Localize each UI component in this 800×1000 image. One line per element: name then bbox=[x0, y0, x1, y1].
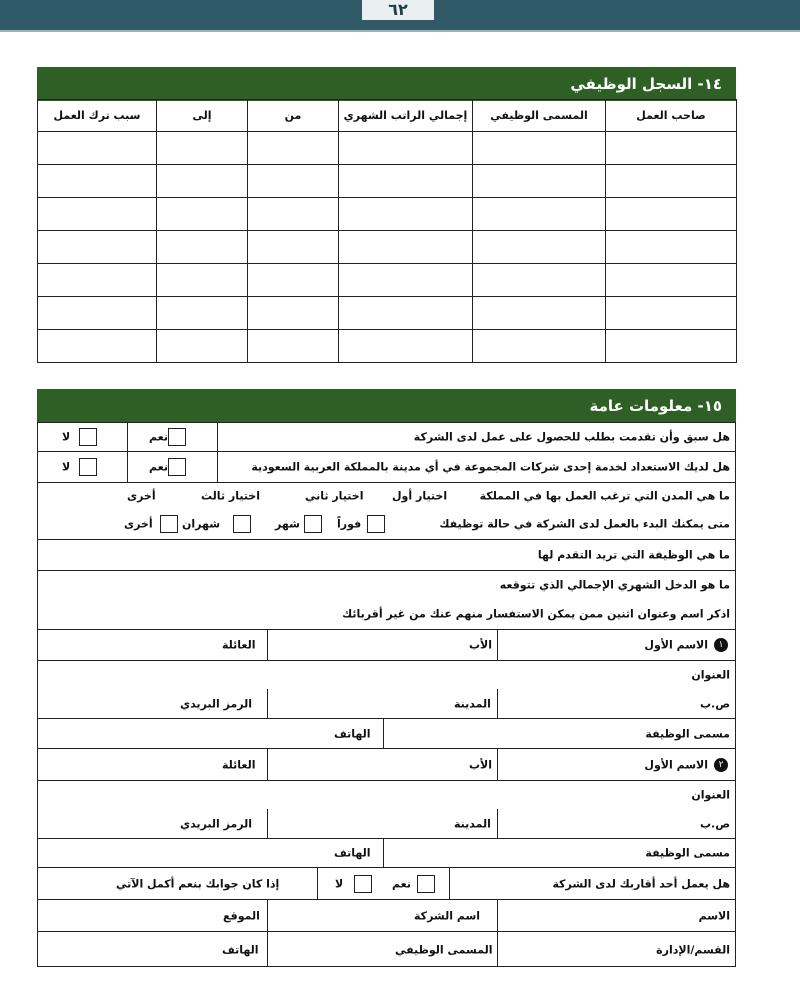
yes-label: نعم bbox=[149, 430, 168, 443]
no-label: لا bbox=[62, 460, 71, 474]
desired-job-row[interactable] bbox=[37, 540, 736, 571]
ref1-pobox-label: ص.ب bbox=[699, 697, 730, 710]
relative-company-label: اسم الشركة bbox=[414, 909, 481, 922]
ref2-city-label: المدينة bbox=[454, 817, 491, 830]
ref2-number-badge: ٢ bbox=[714, 758, 728, 772]
ref2-name-row bbox=[37, 749, 736, 781]
two-months-checkbox[interactable] bbox=[233, 515, 251, 533]
relative-dept-row bbox=[37, 932, 736, 967]
relatives-row bbox=[37, 868, 736, 900]
ref1-father-label: الأب bbox=[469, 638, 493, 652]
ref1-address-row[interactable] bbox=[37, 661, 736, 689]
ref2-phone-label: الهاتف bbox=[334, 846, 371, 860]
ref1-address-label: العنوان bbox=[691, 668, 730, 682]
table-row[interactable] bbox=[38, 297, 737, 330]
previous-application-question: هل سبق وأن تقدمت بطلب للحصول على عمل لدى الشركة bbox=[413, 430, 730, 443]
other-start-checkbox[interactable] bbox=[160, 515, 178, 533]
two-months-label: شهران bbox=[182, 517, 221, 531]
second-choice-label: اختيار ثاني bbox=[305, 489, 364, 503]
expected-income-question: ما هو الدخل الشهري الإجمالي الذي تتوقعه bbox=[499, 578, 730, 592]
immediately-checkbox[interactable] bbox=[367, 515, 385, 533]
no-label: لا bbox=[335, 877, 344, 890]
one-month-checkbox[interactable] bbox=[304, 515, 322, 533]
desired-job-question: ما هي الوظيفة التي تريد التقدم لها bbox=[537, 548, 730, 562]
first-choice-label: اختيار أول bbox=[392, 489, 448, 503]
ref2-postal-code-label: الرمز البريدي bbox=[180, 817, 253, 830]
ref1-job-row bbox=[37, 719, 736, 749]
relocation-no-checkbox[interactable] bbox=[79, 458, 97, 476]
yes-label: نعم bbox=[392, 877, 411, 890]
col-leaving-reason: سبب ترك العمل bbox=[38, 100, 157, 132]
previous-application-yes-checkbox[interactable] bbox=[168, 428, 186, 446]
start-date-row bbox=[37, 509, 736, 540]
ref2-address-label: العنوان bbox=[691, 788, 730, 802]
section-14-header: ١٤- السجل الوظيفي bbox=[37, 67, 736, 101]
ref1-job-title-label: مسمى الوظيفة bbox=[645, 727, 730, 740]
previous-application-no-checkbox[interactable] bbox=[79, 428, 97, 446]
relative-phone-label: الهاتف bbox=[222, 943, 259, 956]
col-to: إلى bbox=[157, 100, 248, 132]
ref1-postal-code-label: الرمز البريدي bbox=[180, 697, 253, 710]
ref1-name-row bbox=[37, 630, 736, 661]
relocation-row bbox=[37, 452, 736, 483]
references-intro-row bbox=[37, 599, 736, 630]
previous-application-row bbox=[37, 422, 736, 452]
page-number: ٦٢ bbox=[362, 0, 434, 20]
table-row[interactable] bbox=[38, 165, 737, 198]
section-15-header: ١٥- معلومات عامة bbox=[37, 389, 736, 423]
immediately-label: فوراً bbox=[337, 517, 362, 531]
relative-job-title-label: المسمى الوظيفي bbox=[395, 943, 493, 956]
if-yes-instruction: إذا كان جوابك بنعم أكمل الآتي bbox=[116, 877, 280, 890]
expected-income-row[interactable] bbox=[37, 571, 736, 599]
ref1-pobox-row bbox=[37, 689, 736, 719]
relatives-yes-checkbox[interactable] bbox=[417, 875, 435, 893]
yes-label: نعم bbox=[149, 460, 168, 474]
relatives-no-checkbox[interactable] bbox=[354, 875, 372, 893]
cities-question: ما هي المدن التي ترغب العمل بها في المملكة bbox=[479, 489, 730, 503]
table-header-row bbox=[38, 100, 737, 132]
ref1-family-label: العائلة bbox=[222, 638, 256, 652]
no-label: لا bbox=[62, 430, 71, 443]
ref2-pobox-label: ص.ب bbox=[699, 817, 730, 830]
ref1-phone-label: الهاتف bbox=[334, 727, 371, 740]
col-monthly-salary: إجمالي الراتب الشهري bbox=[339, 100, 473, 132]
relocation-question: هل لديك الاستعداد لخدمة إحدى شركات المجموعة في أي مدينة بالمملكة العربية السعودية bbox=[251, 460, 730, 474]
ref2-job-row bbox=[37, 839, 736, 868]
ref2-address-row[interactable] bbox=[37, 781, 736, 809]
table-row[interactable] bbox=[38, 132, 737, 165]
relative-location-label: الموقع bbox=[223, 909, 260, 922]
cities-row bbox=[37, 483, 736, 509]
relocation-yes-checkbox[interactable] bbox=[168, 458, 186, 476]
other-start-label: أخرى bbox=[124, 517, 153, 531]
other-choice-label: أخرى bbox=[127, 489, 156, 503]
table-row[interactable] bbox=[38, 264, 737, 297]
references-instruction: اذكر اسم وعنوان اثنين ممن يمكن الاستفسار منهم عنك من غير أقربائك bbox=[342, 607, 730, 621]
ref2-father-label: الأب bbox=[469, 758, 493, 771]
start-date-question: متى يمكنك البدء بالعمل لدى الشركة في حالة توظيفك bbox=[439, 517, 730, 531]
ref1-first-name-label: الاسم الأول bbox=[644, 638, 708, 652]
employment-history-table bbox=[37, 99, 737, 363]
ref1-city-label: المدينة bbox=[454, 697, 491, 710]
relatives-question: هل يعمل أحد أقاربك لدى الشركة bbox=[552, 877, 730, 890]
col-employer: صاحب العمل bbox=[606, 100, 737, 132]
ref2-first-name-label: الاسم الأول bbox=[644, 758, 708, 771]
relative-dept-label: القسم/الإدارة bbox=[656, 943, 730, 956]
ref2-job-title-label: مسمى الوظيفة bbox=[645, 846, 730, 860]
ref2-pobox-row bbox=[37, 809, 736, 839]
top-banner-rule bbox=[0, 30, 800, 32]
col-job-title: المسمى الوظيفي bbox=[473, 100, 606, 132]
ref2-family-label: العائلة bbox=[222, 758, 256, 771]
relative-name-label: الاسم bbox=[698, 909, 730, 922]
third-choice-label: اختيار ثالث bbox=[201, 489, 261, 503]
relative-name-row bbox=[37, 900, 736, 932]
table-row[interactable] bbox=[38, 330, 737, 363]
one-month-label: شهر bbox=[275, 517, 300, 531]
col-from: من bbox=[248, 100, 339, 132]
table-row[interactable] bbox=[38, 198, 737, 231]
ref1-number-badge: ١ bbox=[714, 638, 728, 652]
table-row[interactable] bbox=[38, 231, 737, 264]
